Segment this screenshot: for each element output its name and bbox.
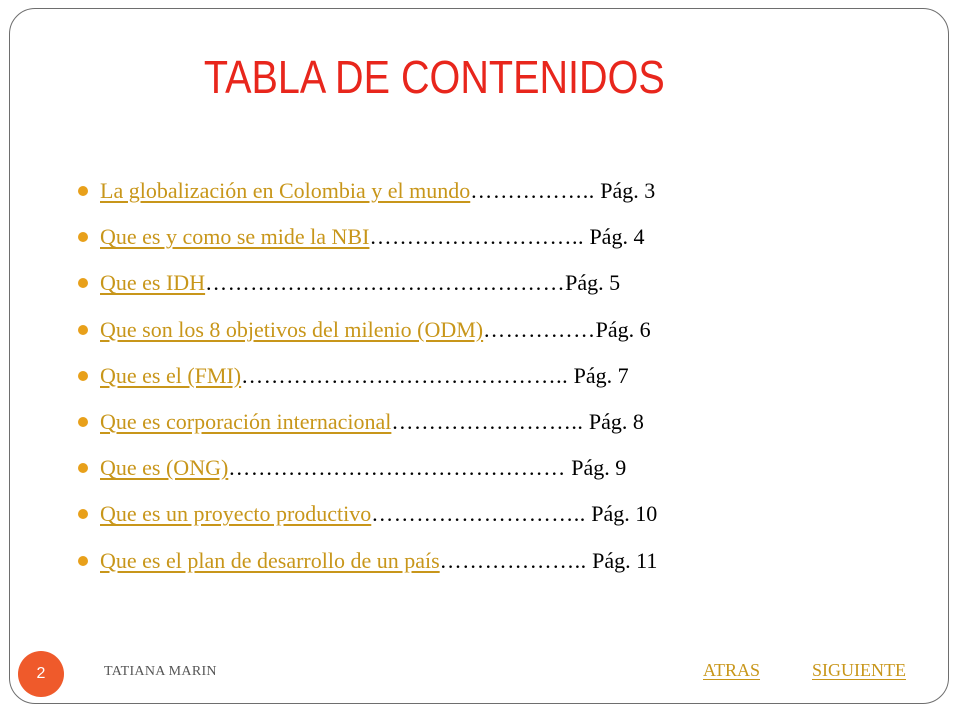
toc-item xyxy=(78,538,657,584)
toc-link-odm[interactable]: Que son los 8 objetivos del milenio (ODM) xyxy=(100,316,484,342)
toc-item xyxy=(78,399,657,445)
toc-item xyxy=(78,168,657,214)
toc-leader: …………….. xyxy=(470,178,595,203)
toc-leader: …………………………………….. xyxy=(241,362,569,388)
toc-leader: …………… xyxy=(483,316,596,342)
toc-link-corporacion[interactable]: Que es corporación internacional xyxy=(100,408,392,434)
toc-leader: ……………………….. xyxy=(369,224,584,250)
toc-page: Pág. 3 xyxy=(594,178,656,203)
toc-link-ong[interactable]: Que es (ONG) xyxy=(100,455,229,481)
toc-link-idh[interactable]: Que es IDH xyxy=(100,270,206,296)
bullet-icon xyxy=(78,232,88,242)
toc-item xyxy=(78,353,657,399)
table-of-contents xyxy=(78,168,657,584)
toc-page: Pág. 5 xyxy=(565,270,621,296)
toc-page: Pág. 10 xyxy=(585,501,658,527)
page-title: TABLA DE CONTENIDOS xyxy=(203,51,665,103)
toc-page: Pág. 4 xyxy=(583,224,645,250)
toc-leader: ……………………….. xyxy=(371,501,586,527)
bullet-icon xyxy=(78,371,88,381)
toc-page: Pág. 8 xyxy=(583,408,644,434)
toc-item xyxy=(78,491,657,537)
toc-page: Pág. 7 xyxy=(568,362,629,388)
toc-link-globalizacion[interactable]: La globalización en Colombia y el mundo xyxy=(100,178,471,203)
toc-link-proyecto[interactable]: Que es un proyecto productivo xyxy=(100,501,372,527)
bullet-icon xyxy=(78,463,88,473)
toc-leader: ………………………………………… xyxy=(205,270,566,296)
author-name: TATIANA MARIN xyxy=(104,664,217,679)
toc-link-nbi[interactable]: Que es y como se mide la NBI xyxy=(100,224,370,250)
back-link[interactable]: ATRAS xyxy=(703,660,761,680)
toc-page: Pág. 11 xyxy=(586,547,658,573)
bullet-icon xyxy=(78,325,88,335)
toc-leader: ……………………………………… xyxy=(228,455,566,481)
toc-page: Pág. 9 xyxy=(565,455,627,481)
toc-item xyxy=(78,214,657,260)
toc-link-plan-desarrollo[interactable]: Que es el plan de desarrollo de un país xyxy=(100,547,440,573)
toc-page: Pág. 6 xyxy=(595,316,651,342)
toc-item xyxy=(78,445,657,491)
bullet-icon xyxy=(78,509,88,519)
toc-item xyxy=(78,260,657,306)
bullet-icon xyxy=(78,417,88,427)
toc-leader: ……………….. xyxy=(439,547,587,573)
toc-leader: …………………….. xyxy=(391,408,584,434)
bullet-icon xyxy=(78,186,88,196)
toc-link-fmi[interactable]: Que es el (FMI) xyxy=(100,362,242,388)
bullet-icon xyxy=(78,556,88,566)
bullet-icon xyxy=(78,278,88,288)
next-link[interactable]: SIGUIENTE xyxy=(812,660,906,680)
toc-item xyxy=(78,307,657,353)
page-number-badge: 2 xyxy=(18,651,64,697)
